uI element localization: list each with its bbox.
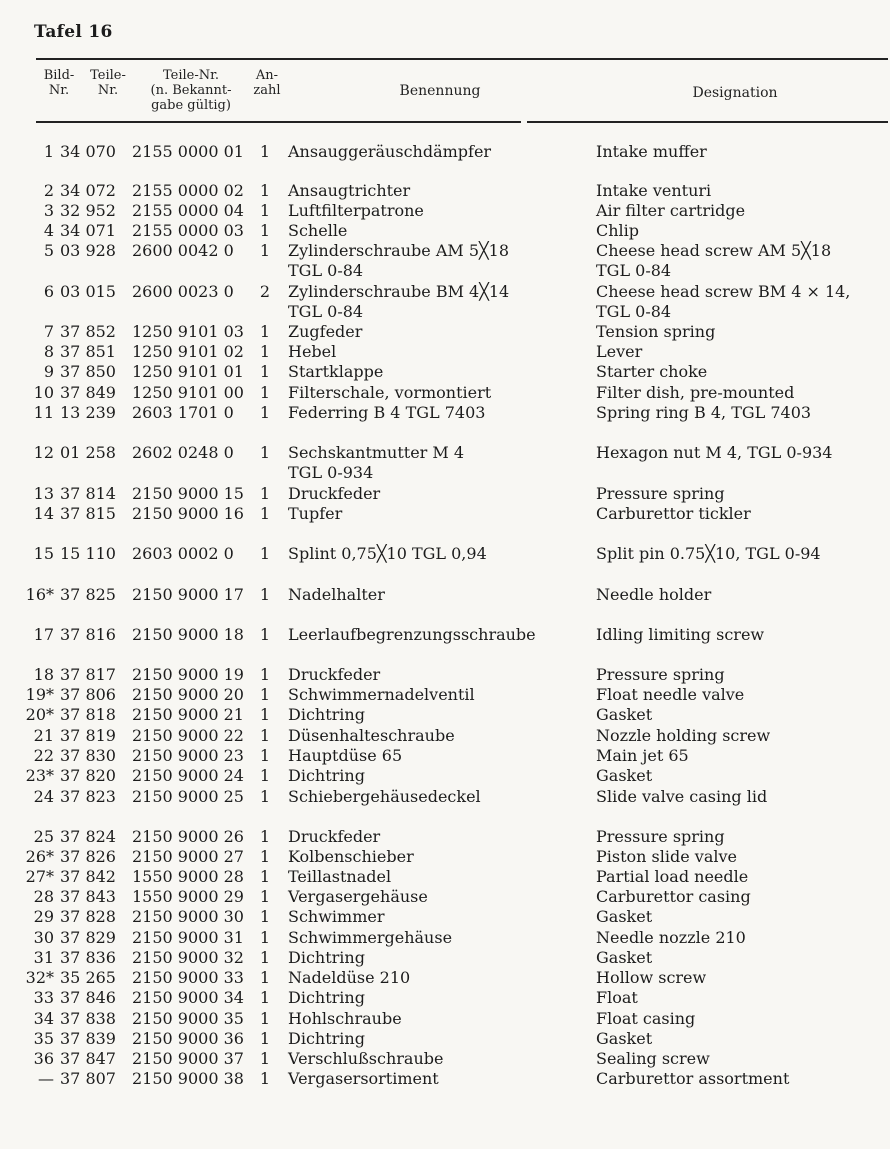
cell-designation: Intake muffer (596, 142, 707, 161)
table-row (0, 342, 890, 362)
cell-teile-nr: 37 806 (60, 685, 116, 704)
table-row (0, 685, 890, 705)
cell-benennung-line2: TGL 0-84 (288, 302, 364, 321)
table-row (0, 787, 890, 807)
cell-designation-line2: TGL 0-84 (596, 261, 672, 280)
table-row (0, 766, 890, 786)
cell-benennung: Druckfeder (288, 827, 381, 846)
cell-bild-nr: 14 (33, 504, 54, 523)
cell-anzahl: 1 (259, 625, 271, 644)
cell-benennung: Leerlaufbegrenzungsschraube (288, 625, 536, 644)
cell-benennung: Schelle (288, 221, 348, 240)
cell-teile-nr: 01 258 (60, 443, 116, 462)
cell-teile-nr-bekanntgabe: 2603 1701 0 (132, 403, 234, 422)
cell-teile-nr: 13 239 (60, 403, 116, 422)
cell-benennung-line2: TGL 0-934 (288, 463, 374, 482)
cell-bild-nr: 1 (43, 142, 54, 161)
cell-teile-nr-bekanntgabe: 1550 9000 29 (132, 887, 244, 906)
cell-designation: Gasket (596, 907, 653, 926)
cell-teile-nr: 35 265 (60, 968, 116, 987)
cell-anzahl: 1 (259, 362, 271, 381)
cell-teile-nr: 34 071 (60, 221, 116, 240)
cell-bild-nr: 6 (43, 282, 54, 301)
cell-anzahl: 1 (259, 504, 271, 523)
cell-teile-nr: 37 820 (60, 766, 116, 785)
table-row (0, 625, 890, 645)
cell-bild-nr: 29 (33, 907, 54, 926)
table-row (0, 1029, 890, 1049)
cell-anzahl: 1 (259, 585, 271, 604)
table-row (0, 443, 890, 482)
cell-teile-nr: 37 847 (60, 1049, 116, 1068)
cell-bild-nr: 19* (25, 685, 54, 704)
cell-anzahl: 1 (259, 968, 271, 987)
table-row (0, 887, 890, 907)
table-row (0, 867, 890, 887)
cell-bild-nr: 4 (43, 221, 54, 240)
cell-bild-nr: 23* (25, 766, 54, 785)
table-row (0, 726, 890, 746)
cell-anzahl: 1 (259, 241, 271, 260)
table-row (0, 282, 890, 321)
cell-teile-nr: 37 852 (60, 322, 116, 341)
cell-bild-nr: 22 (33, 746, 54, 765)
cell-bild-nr: 36 (33, 1049, 54, 1068)
cell-teile-nr-bekanntgabe: 2150 9000 26 (132, 827, 244, 846)
table-row (0, 322, 890, 342)
header-teile-nr-bekanntgabe: Teile-Nr. (n. Bekannt- gabe gültig) (150, 68, 232, 113)
cell-anzahl: 1 (259, 383, 271, 402)
cell-bild-nr: 11 (33, 403, 54, 422)
header-anzahl: An- zahl (253, 68, 281, 98)
cell-bild-nr: 31 (33, 948, 54, 967)
cell-benennung: Federring B 4 TGL 7403 (288, 403, 486, 422)
cell-teile-nr-bekanntgabe: 2150 9000 25 (132, 787, 244, 806)
cell-teile-nr: 37 850 (60, 362, 116, 381)
cell-teile-nr: 37 842 (60, 867, 116, 886)
header-rule-bottom-right (527, 121, 888, 123)
cell-anzahl: 1 (259, 685, 271, 704)
cell-bild-nr: 34 (33, 1009, 54, 1028)
cell-teile-nr: 03 015 (60, 282, 116, 301)
cell-bild-nr: 15 (33, 544, 54, 563)
header-designation: Designation (692, 85, 778, 101)
cell-bild-nr: — (38, 1069, 54, 1088)
cell-benennung: Hohlschraube (288, 1009, 402, 1028)
cell-benennung: Düsenhalteschraube (288, 726, 455, 745)
cell-teile-nr: 37 819 (60, 726, 116, 745)
cell-benennung: Druckfeder (288, 665, 381, 684)
cell-designation: Air filter cartridge (596, 201, 746, 220)
table-row (0, 181, 890, 201)
cell-teile-nr: 37 851 (60, 342, 116, 361)
cell-benennung: Dichtring (288, 948, 365, 967)
table-row (0, 968, 890, 988)
cell-anzahl: 1 (259, 221, 271, 240)
cell-designation: Carburettor tickler (596, 504, 751, 523)
cell-anzahl: 1 (259, 787, 271, 806)
cell-anzahl: 1 (259, 907, 271, 926)
header-rule-top (36, 58, 888, 60)
cell-benennung: Nadeldüse 210 (288, 968, 411, 987)
cell-designation: Hexagon nut M 4, TGL 0-934 (596, 443, 833, 462)
cell-benennung: Dichtring (288, 766, 365, 785)
cell-anzahl: 1 (259, 484, 271, 503)
cell-bild-nr: 27* (25, 867, 54, 886)
cell-teile-nr-bekanntgabe: 2150 9000 38 (132, 1069, 244, 1088)
cell-anzahl: 1 (259, 1069, 271, 1088)
cell-teile-nr-bekanntgabe: 2150 9000 24 (132, 766, 244, 785)
cell-teile-nr: 37 830 (60, 746, 116, 765)
cell-teile-nr: 37 824 (60, 827, 116, 846)
table-row (0, 241, 890, 280)
cell-teile-nr-bekanntgabe: 2150 9000 35 (132, 1009, 244, 1028)
cell-benennung: Schiebergehäusedeckel (288, 787, 481, 806)
cell-teile-nr: 37 807 (60, 1069, 116, 1088)
cell-anzahl: 1 (259, 201, 271, 220)
table-row (0, 504, 890, 524)
cell-teile-nr-bekanntgabe: 1550 9000 28 (132, 867, 244, 886)
cell-teile-nr-bekanntgabe: 2602 0248 0 (132, 443, 234, 462)
cell-bild-nr: 33 (33, 988, 54, 1007)
cell-benennung: Ansauggeräuschdämpfer (288, 142, 492, 161)
cell-anzahl: 1 (259, 887, 271, 906)
cell-teile-nr: 37 846 (60, 988, 116, 1007)
cell-teile-nr-bekanntgabe: 2600 0042 0 (132, 241, 234, 260)
cell-anzahl: 1 (259, 928, 271, 947)
cell-teile-nr-bekanntgabe: 2155 0000 03 (132, 221, 244, 240)
cell-benennung: Druckfeder (288, 484, 381, 503)
cell-teile-nr: 15 110 (60, 544, 116, 563)
cell-anzahl: 1 (259, 322, 271, 341)
cell-designation: Tension spring (596, 322, 716, 341)
cell-bild-nr: 24 (33, 787, 54, 806)
cell-teile-nr-bekanntgabe: 2150 9000 20 (132, 685, 244, 704)
cell-bild-nr: 7 (43, 322, 54, 341)
cell-designation: Float needle valve (596, 685, 745, 704)
cell-teile-nr-bekanntgabe: 2150 9000 15 (132, 484, 244, 503)
table-row (0, 403, 890, 423)
cell-designation: Needle nozzle 210 (596, 928, 746, 947)
cell-designation: Gasket (596, 705, 653, 724)
table-row (0, 1009, 890, 1029)
cell-benennung: Luftfilterpatrone (288, 201, 424, 220)
table-row (0, 221, 890, 241)
cell-teile-nr-bekanntgabe: 2150 9000 17 (132, 585, 244, 604)
cell-designation: Filter dish, pre-mounted (596, 383, 795, 402)
cell-anzahl: 2 (259, 282, 271, 301)
cell-bild-nr: 35 (33, 1029, 54, 1048)
cell-benennung: Dichtring (288, 1029, 365, 1048)
cell-designation: Float (596, 988, 638, 1007)
table-row (0, 1069, 890, 1089)
cell-benennung: Kolbenschieber (288, 847, 414, 866)
cell-designation: Carburettor assortment (596, 1069, 790, 1088)
cell-anzahl: 1 (259, 403, 271, 422)
cell-teile-nr: 37 836 (60, 948, 116, 967)
cell-teile-nr-bekanntgabe: 2150 9000 23 (132, 746, 244, 765)
cell-anzahl: 1 (259, 867, 271, 886)
cell-benennung: Ansaugtrichter (288, 181, 411, 200)
cell-benennung: Splint 0,75╳10 TGL 0,94 (288, 544, 487, 563)
cell-bild-nr: 5 (43, 241, 54, 260)
cell-teile-nr-bekanntgabe: 2150 9000 27 (132, 847, 244, 866)
page-title: Tafel 16 (34, 22, 113, 42)
cell-anzahl: 1 (259, 1049, 271, 1068)
table-row (0, 585, 890, 605)
cell-benennung: Filterschale, vormontiert (288, 383, 492, 402)
cell-teile-nr-bekanntgabe: 1250 9101 01 (132, 362, 244, 381)
cell-anzahl: 1 (259, 342, 271, 361)
cell-teile-nr: 37 823 (60, 787, 116, 806)
cell-benennung: Verschlußschraube (288, 1049, 444, 1068)
cell-bild-nr: 30 (33, 928, 54, 947)
header-teile-nr: Teile- Nr. (90, 68, 126, 98)
cell-designation: Main jet 65 (596, 746, 689, 765)
table-row (0, 544, 890, 564)
cell-teile-nr: 37 818 (60, 705, 116, 724)
cell-teile-nr-bekanntgabe: 2155 0000 02 (132, 181, 244, 200)
cell-anzahl: 1 (259, 726, 271, 745)
table-row (0, 383, 890, 403)
cell-bild-nr: 3 (43, 201, 54, 220)
cell-teile-nr: 37 829 (60, 928, 116, 947)
cell-bild-nr: 9 (43, 362, 54, 381)
header-benennung: Benennung (399, 83, 481, 99)
cell-designation: Idling limiting screw (596, 625, 765, 644)
cell-designation: Pressure spring (596, 665, 725, 684)
cell-teile-nr-bekanntgabe: 1250 9101 03 (132, 322, 244, 341)
cell-teile-nr-bekanntgabe: 2150 9000 19 (132, 665, 244, 684)
header-bild-nr: Bild- Nr. (43, 68, 75, 98)
table-row (0, 705, 890, 725)
cell-benennung: Nadelhalter (288, 585, 385, 604)
cell-anzahl: 1 (259, 142, 271, 161)
table-row (0, 928, 890, 948)
table-row (0, 847, 890, 867)
cell-bild-nr: 20* (25, 705, 54, 724)
cell-anzahl: 1 (259, 1009, 271, 1028)
cell-teile-nr-bekanntgabe: 1250 9101 00 (132, 383, 244, 402)
cell-anzahl: 1 (259, 766, 271, 785)
cell-teile-nr: 34 072 (60, 181, 116, 200)
cell-anzahl: 1 (259, 827, 271, 846)
cell-teile-nr-bekanntgabe: 2150 9000 16 (132, 504, 244, 523)
cell-teile-nr-bekanntgabe: 2150 9000 37 (132, 1049, 244, 1068)
cell-bild-nr: 8 (43, 342, 54, 361)
cell-benennung: Dichtring (288, 988, 365, 1007)
cell-teile-nr-bekanntgabe: 2150 9000 31 (132, 928, 244, 947)
cell-anzahl: 1 (259, 948, 271, 967)
cell-benennung: Schwimmergehäuse (288, 928, 453, 947)
cell-benennung: Teillastnadel (288, 867, 392, 886)
cell-bild-nr: 26* (25, 847, 54, 866)
cell-benennung: Tupfer (288, 504, 343, 523)
cell-teile-nr-bekanntgabe: 2600 0023 0 (132, 282, 234, 301)
cell-bild-nr: 17 (33, 625, 54, 644)
cell-bild-nr: 10 (33, 383, 54, 402)
cell-bild-nr: 28 (33, 887, 54, 906)
table-row (0, 201, 890, 221)
cell-teile-nr: 37 815 (60, 504, 116, 523)
cell-anzahl: 1 (259, 746, 271, 765)
cell-teile-nr: 37 839 (60, 1029, 116, 1048)
cell-bild-nr: 12 (33, 443, 54, 462)
cell-anzahl: 1 (259, 988, 271, 1007)
cell-teile-nr-bekanntgabe: 2150 9000 34 (132, 988, 244, 1007)
cell-benennung: Dichtring (288, 705, 365, 724)
cell-teile-nr: 37 825 (60, 585, 116, 604)
cell-teile-nr: 37 843 (60, 887, 116, 906)
cell-designation: Partial load needle (596, 867, 749, 886)
cell-benennung: Zylinderschraube BM 4╳14 (288, 282, 510, 301)
cell-designation: Gasket (596, 948, 653, 967)
cell-anzahl: 1 (259, 1029, 271, 1048)
cell-benennung: Startklappe (288, 362, 384, 381)
cell-benennung: Hebel (288, 342, 337, 361)
cell-anzahl: 1 (259, 705, 271, 724)
table-row (0, 907, 890, 927)
cell-designation: Intake venturi (596, 181, 712, 200)
cell-bild-nr: 32* (25, 968, 54, 987)
cell-designation: Float casing (596, 1009, 696, 1028)
cell-benennung: Hauptdüse 65 (288, 746, 403, 765)
cell-teile-nr-bekanntgabe: 2150 9000 32 (132, 948, 244, 967)
cell-designation: Pressure spring (596, 827, 725, 846)
cell-teile-nr-bekanntgabe: 2150 9000 36 (132, 1029, 244, 1048)
cell-bild-nr: 18 (33, 665, 54, 684)
cell-anzahl: 1 (259, 443, 271, 462)
cell-teile-nr-bekanntgabe: 2150 9000 21 (132, 705, 244, 724)
cell-teile-nr-bekanntgabe: 2150 9000 30 (132, 907, 244, 926)
cell-teile-nr-bekanntgabe: 2155 0000 04 (132, 201, 244, 220)
cell-designation: Chlip (596, 221, 640, 240)
cell-designation: Lever (596, 342, 643, 361)
cell-teile-nr-bekanntgabe: 2150 9000 22 (132, 726, 244, 745)
cell-designation: Gasket (596, 1029, 653, 1048)
cell-designation: Cheese head screw AM 5╳18 (596, 241, 832, 260)
table-row (0, 142, 890, 162)
table-row (0, 988, 890, 1008)
cell-designation: Spring ring B 4, TGL 7403 (596, 403, 812, 422)
cell-bild-nr: 16* (25, 585, 54, 604)
cell-benennung: Schwimmernadelventil (288, 685, 475, 704)
cell-teile-nr: 37 838 (60, 1009, 116, 1028)
cell-benennung: Vergasergehäuse (288, 887, 428, 906)
cell-designation: Split pin 0.75╳10, TGL 0-94 (596, 544, 821, 563)
cell-designation: Pressure spring (596, 484, 725, 503)
cell-designation: Slide valve casing lid (596, 787, 768, 806)
cell-teile-nr-bekanntgabe: 2603 0002 0 (132, 544, 234, 563)
cell-bild-nr: 13 (33, 484, 54, 503)
cell-teile-nr-bekanntgabe: 2150 9000 18 (132, 625, 244, 644)
cell-teile-nr-bekanntgabe: 2155 0000 01 (132, 142, 244, 161)
cell-teile-nr: 37 816 (60, 625, 116, 644)
cell-benennung: Schwimmer (288, 907, 385, 926)
cell-anzahl: 1 (259, 847, 271, 866)
table-row (0, 665, 890, 685)
cell-designation: Carburettor casing (596, 887, 751, 906)
cell-bild-nr: 25 (33, 827, 54, 846)
cell-benennung: Zugfeder (288, 322, 363, 341)
cell-anzahl: 1 (259, 181, 271, 200)
cell-teile-nr: 03 928 (60, 241, 116, 260)
cell-benennung: Zylinderschraube AM 5╳18 (288, 241, 510, 260)
header-rule-bottom-left (36, 121, 521, 123)
table-row (0, 746, 890, 766)
cell-designation: Piston slide valve (596, 847, 737, 866)
cell-designation: Cheese head screw BM 4 × 14, (596, 282, 851, 301)
cell-designation: Sealing screw (596, 1049, 710, 1068)
cell-teile-nr: 37 849 (60, 383, 116, 402)
cell-bild-nr: 2 (43, 181, 54, 200)
cell-benennung: Sechskantmutter M 4 (288, 443, 465, 462)
cell-designation: Starter choke (596, 362, 708, 381)
table-row (0, 948, 890, 968)
cell-benennung-line2: TGL 0-84 (288, 261, 364, 280)
cell-designation: Nozzle holding screw (596, 726, 771, 745)
cell-anzahl: 1 (259, 544, 271, 563)
cell-teile-nr: 37 817 (60, 665, 116, 684)
cell-designation: Hollow screw (596, 968, 707, 987)
table-row (0, 362, 890, 382)
cell-designation: Needle holder (596, 585, 712, 604)
cell-teile-nr-bekanntgabe: 2150 9000 33 (132, 968, 244, 987)
cell-bild-nr: 21 (33, 726, 54, 745)
table-row (0, 1049, 890, 1069)
cell-teile-nr: 32 952 (60, 201, 116, 220)
table-row (0, 484, 890, 504)
cell-teile-nr-bekanntgabe: 1250 9101 02 (132, 342, 244, 361)
cell-designation: Gasket (596, 766, 653, 785)
cell-teile-nr: 37 828 (60, 907, 116, 926)
cell-benennung: Vergasersortiment (288, 1069, 439, 1088)
cell-teile-nr: 34 070 (60, 142, 116, 161)
cell-teile-nr: 37 814 (60, 484, 116, 503)
cell-teile-nr: 37 826 (60, 847, 116, 866)
cell-designation-line2: TGL 0-84 (596, 302, 672, 321)
table-row (0, 827, 890, 847)
cell-anzahl: 1 (259, 665, 271, 684)
